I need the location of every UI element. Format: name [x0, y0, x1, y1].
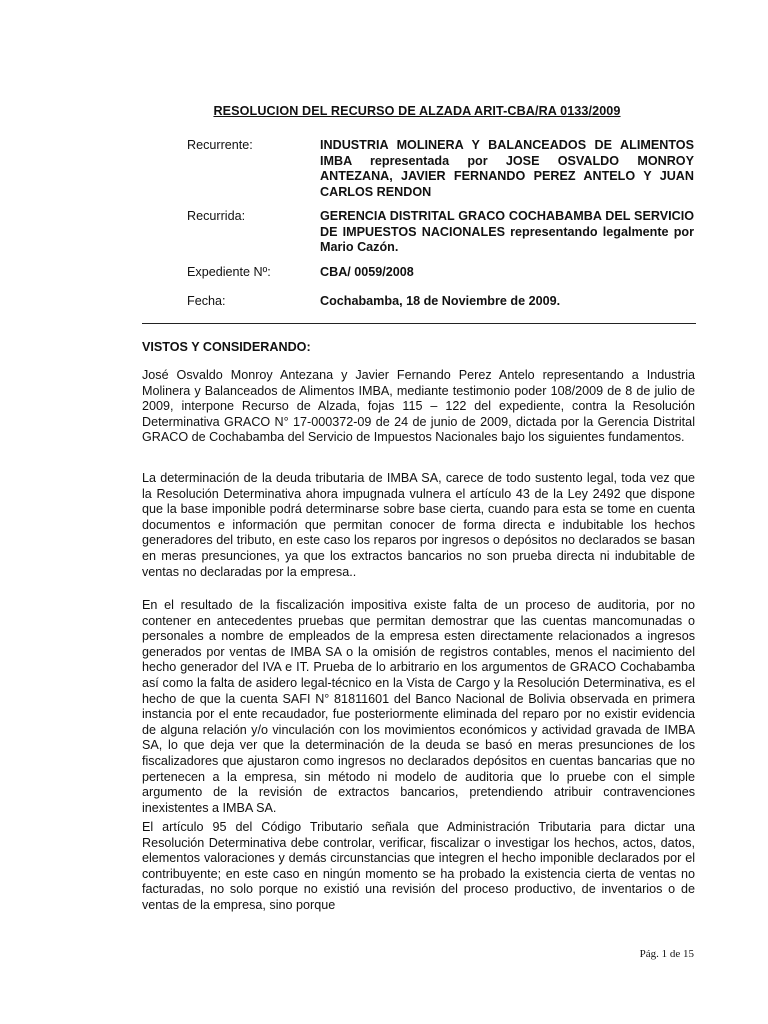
- expediente-label: Expediente Nº:: [187, 265, 271, 279]
- header-fecha: [187, 294, 694, 310]
- paragraph-2: La determinación de la deuda tributaria de IMBA SA, carece de todo sustento legal, toda vez que la Resolución Determinativa ahora impugnada vulnera el artículo 43 de la Ley 2492 que dispone que la base imponible podrá determinarse sobre base cierta, cuando para esta se tome en cuenta documentos e información que permitan conocer de forma directa e indubitable los hechos generadores del tributo, en este caso los reparos por ingresos o depósitos no declarados se basan en meras presunciones, ya que los extractos bancarios no son prueba directa ni indubitable de ventas no declaradas por la empresa..: [142, 471, 695, 579]
- fecha-value: Cochabamba, 18 de Noviembre de 2009.: [320, 294, 561, 308]
- recurrente-value: INDUSTRIA MOLINERA Y BALANCEADOS DE ALIMENTOS IMBA representada por JOSE OSVALDO MONROY ANTEZANA, JAVIER FERNANDO PEREZ ANTELO Y JUAN CARLOS RENDON: [320, 138, 694, 199]
- paragraph-4: El artículo 95 del Código Tributario señala que Administración Tributaria para dictar una Resolución Determinativa debe controlar, verificar, fiscalizar o investigar los hechos, actos, datos, elementos valoraciones y demás circunstancias que integren el hecho imponible declarados por el contribuyente; en este caso en ningún momento se ha probado la existencia cierta de ventas no facturadas, no solo porque no existió una revisión del proceso productivo, de inventarios o de ventas de la empresa, sino porque: [142, 820, 695, 912]
- page-number: Pág. 1 de 15: [639, 948, 694, 960]
- header-recurrente: [187, 138, 694, 200]
- recurrida-value: GERENCIA DISTRITAL GRACO COCHABAMBA DEL SERVICIO DE IMPUESTOS NACIONALES representando legalmente por Mario Cazón.: [320, 209, 694, 255]
- paragraph-1: José Osvaldo Monroy Antezana y Javier Fernando Perez Antelo representando a Industria Molinera y Balanceados de Alimentos IMBA, mediante testimonio poder 108/2009 de 8 de julio de 2009, interpone Recurso de Alzada, fojas 115 – 122 del expediente, contra la Resolución Determinativa GRACO N° 17-000372-09 de 24 de junio de 2009, dictada por la Gerencia Distrital GRACO de Cochabamba del Servicio de Impuestos Nacionales bajo los siguientes fundamentos.: [142, 368, 695, 445]
- section-title: VISTOS Y CONSIDERANDO:: [142, 340, 311, 354]
- recurrida-label: Recurrida:: [187, 209, 246, 223]
- header-expediente: [187, 265, 694, 281]
- paragraph-3: En el resultado de la fiscalización impositiva existe falta de un proceso de auditoria, por no contener en antecedentes pruebas que permitan demostrar que las cuentas mancomunadas o personales a nombre de empleados de la empresa esten directamente relacionados a ingresos generados por ventas de IMBA SA o la omisión de registros contables, menos el nacimiento del hecho generador del IVA e IT. Prueba de lo arbitrario en los argumentos de GRACO Cochabamba así como la falta de asidero legal-técnico en la Vista de Cargo y la Resolución Determinativa, es el hecho de que la cuenta SAFI N° 81811601 del Banco Nacional de Bolivia observada en primera instancia por el ente recaudador, fue posteriormente eliminada del reparo por no existir evidencia de alguna relación y/o vinculación con los movimientos económicos y actividad gravada de IMBA SA, lo que deja ver que la determinación de la deuda se basó en meras presunciones de los fiscalizadores que ajustaron como ingresos no declarados depósitos en cuentas bancarias que no pertenecen a la empresa, sin método ni modelo de auditoria que lo pruebe con el simple argumento de la revisión de extractos bancarios, pretendiendo atribuir contravenciones inexistentes a IMBA SA.: [142, 598, 695, 815]
- header-recurrida: [187, 209, 694, 257]
- header-divider: [142, 323, 696, 324]
- expediente-value: CBA/ 0059/2008: [320, 265, 414, 279]
- recurrente-label: Recurrente:: [187, 138, 253, 152]
- fecha-label: Fecha:: [187, 294, 226, 308]
- document-title: RESOLUCION DEL RECURSO DE ALZADA ARIT-CBA/RA 0133/2009: [213, 104, 621, 118]
